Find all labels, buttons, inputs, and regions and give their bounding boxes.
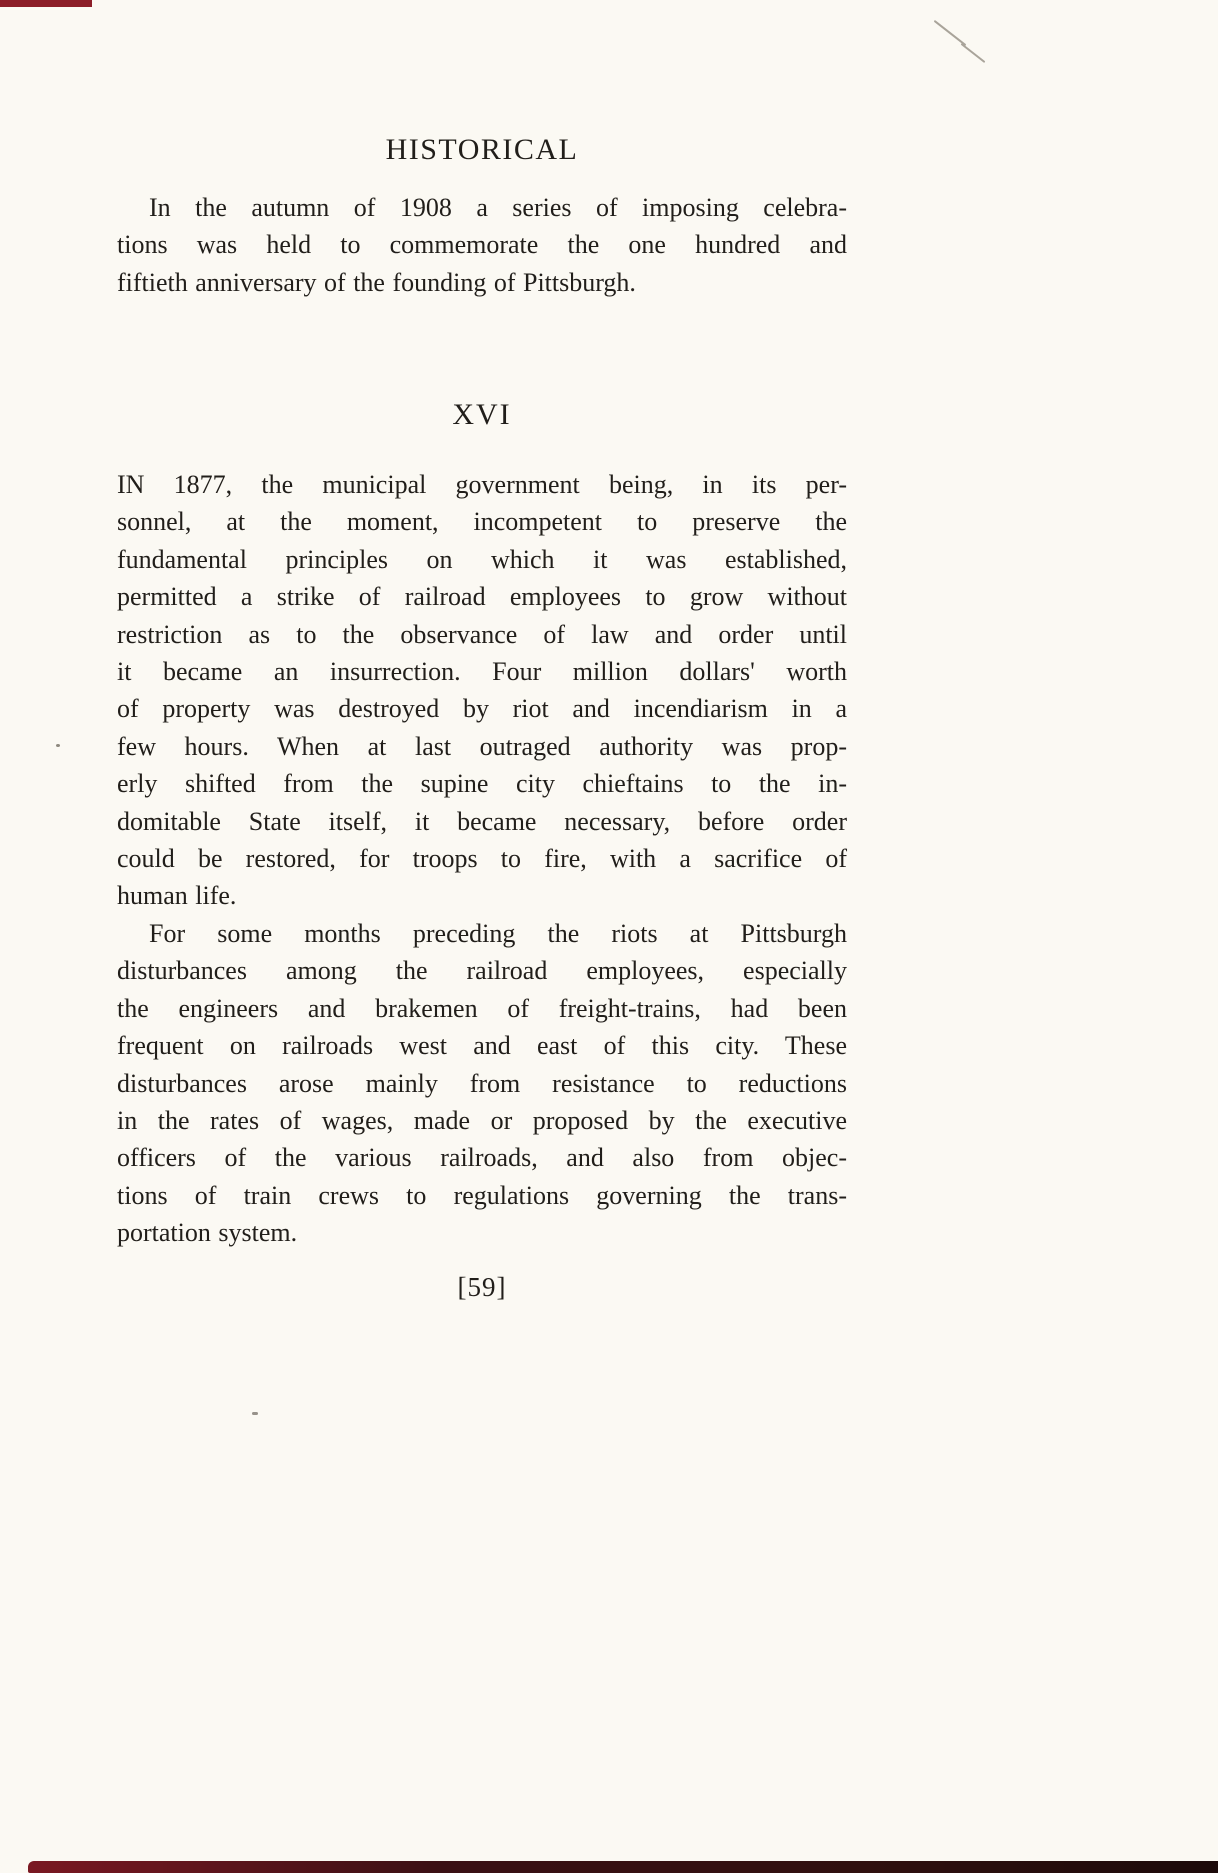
- text-line: few hours. When at last outraged authority was prop-: [117, 731, 847, 761]
- text-line: of property was destroyed by riot and incendiarism in a: [117, 694, 847, 724]
- text-line: domitable State itself, it became necessary, before order: [117, 806, 847, 836]
- text-line: In the autumn of 1908 a series of imposing celebra-: [149, 193, 847, 222]
- text-line: it became an insurrection. Four million dollars' worth: [117, 657, 847, 687]
- text-line: permitted a strike of railroad employees to grow without: [117, 582, 847, 612]
- text-line: sonnel, at the moment, incompetent to preserve the: [117, 507, 847, 537]
- text-line: frequent on railroads west and east of this city. These: [117, 1031, 847, 1061]
- text-line: disturbances among the railroad employees, especially: [117, 956, 847, 986]
- scan-artifact-bottom-strip: [28, 1861, 1218, 1873]
- page-number: [59]: [457, 1272, 507, 1302]
- text-line: tions of train crews to regulations governing the trans-: [117, 1180, 847, 1210]
- text-line: fundamental principles on which it was established,: [117, 544, 847, 574]
- text-line: disturbances arose mainly from resistance to reductions: [117, 1068, 847, 1098]
- section-paragraph-2: [117, 915, 847, 1252]
- text-line: fiftieth anniversary of the founding of Pittsburgh.: [117, 267, 636, 297]
- intro-paragraph: [117, 189, 847, 301]
- text-line: officers of the various railroads, and also from objec-: [117, 1143, 847, 1173]
- scan-artifact-pen-mark: [961, 43, 986, 63]
- scan-artifact-dash: [252, 1412, 258, 1415]
- page-title: HISTORICAL: [385, 133, 579, 166]
- text-line: restriction as to the observance of law and order until: [117, 619, 847, 649]
- text-line: portation system.: [117, 1218, 298, 1248]
- text-line: in the rates of wages, made or proposed by the executive: [117, 1106, 847, 1136]
- scan-artifact-dot: [56, 744, 60, 747]
- text-line: IN 1877, the municipal government being, in its per-: [117, 470, 847, 499]
- section-paragraph-1: [117, 466, 847, 915]
- text-line: could be restored, for troops to fire, with a sacrifice of: [117, 844, 847, 874]
- text-line: human life.: [117, 881, 237, 911]
- scan-artifact-top-strip: [0, 0, 92, 7]
- text-line: the engineers and brakemen of freight-trains, had been: [117, 993, 847, 1023]
- section-heading: XVI: [452, 398, 512, 431]
- text-line: erly shifted from the supine city chieftains to the in-: [117, 769, 847, 799]
- text-line: tions was held to commemorate the one hundred and: [117, 230, 847, 260]
- text-line: For some months preceding the riots at Pittsburgh: [149, 919, 847, 948]
